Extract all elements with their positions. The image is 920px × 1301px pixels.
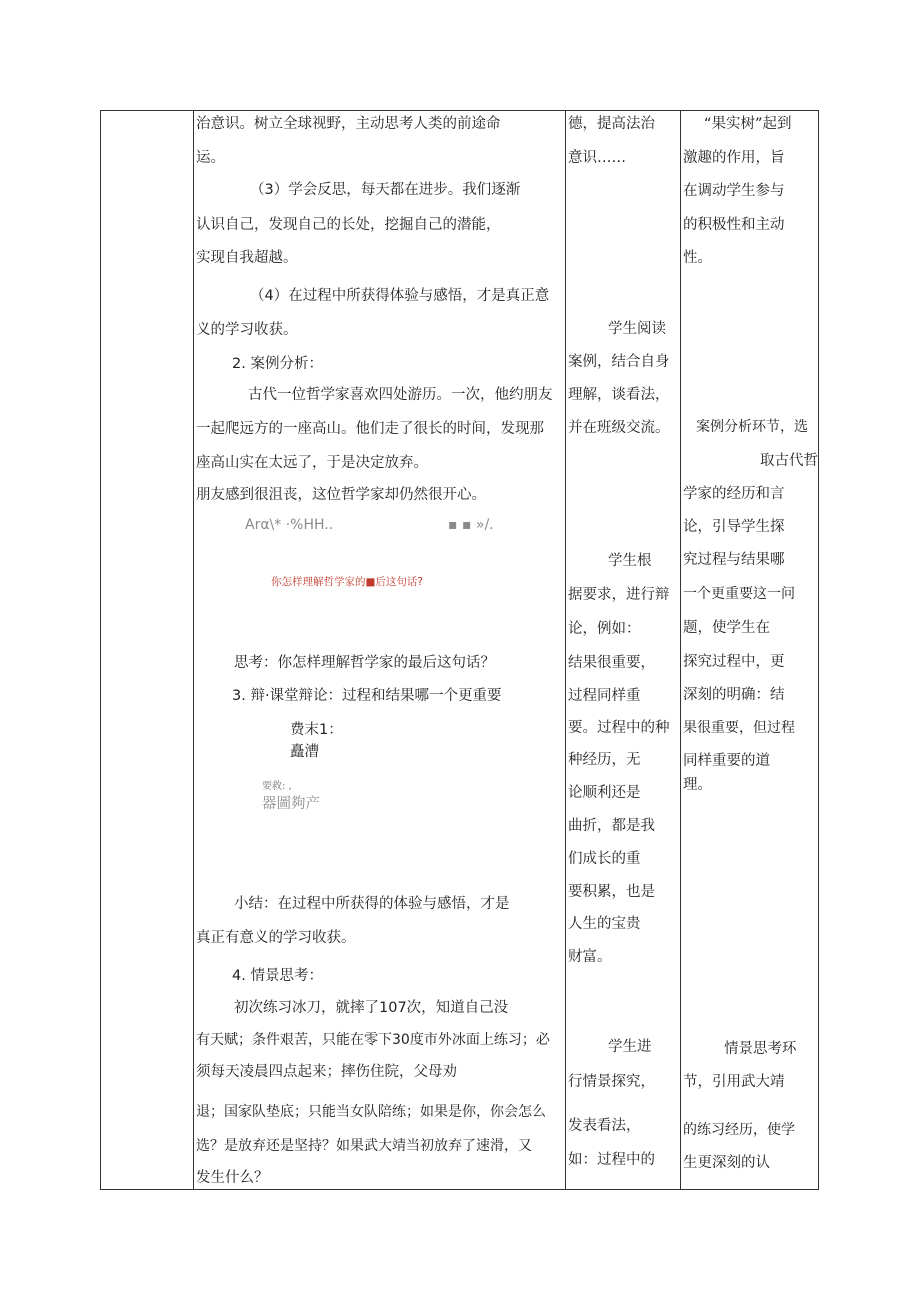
activity-line: 学生阅读 [608, 321, 666, 337]
intent-line: 究过程与结果哪 [683, 552, 785, 568]
content-line: 思考：你怎样理解哲学家的最后这句话？ [234, 655, 495, 671]
content-line: 实现自我超越。 [196, 250, 298, 266]
activity-line: 意识…… [568, 150, 626, 166]
activity-line: 要。过程中的种 [568, 720, 670, 736]
content-line: 小结：在过程中所获得的体验与感悟，才是 [234, 896, 510, 912]
intent-line: 探究过程中，更 [683, 654, 785, 670]
intent-line: 学家的经历和言 [683, 486, 785, 502]
content-line: 真正有意义的学习收获。 [196, 930, 356, 946]
activity-line: 学生根 [608, 553, 652, 569]
garbled-text: ▪ ▪ »/. [448, 517, 494, 533]
activity-line: 学生进 [608, 1039, 652, 1055]
content-line: 退；国家队垫底；只能当女队陪练；如果是你，你会怎么 [196, 1104, 546, 1120]
content-line: 初次练习冰刀，就摔了107次，知道自己没 [234, 1000, 509, 1016]
activity-line: 理解，谈看法， [568, 387, 670, 403]
content-line: 选？是放弃还是坚持？如果武大靖当初放弃了速滑，又 [196, 1138, 532, 1154]
activity-line: 曲折，都是我 [568, 818, 655, 834]
garbled-text: Arα\* ·%HH.. [245, 517, 334, 533]
content-line: 义的学习收获。 [196, 322, 298, 338]
content-line: 治意识。树立全球视野，主动思考人类的前途命 [196, 116, 501, 132]
activity-line: 德，提高法治 [568, 116, 655, 132]
intent-line: 性。 [683, 250, 712, 266]
activity-line: 过程同样重 [568, 688, 641, 704]
content-line: （3）学会反思，每天都在进步。我们逐渐 [250, 182, 521, 198]
content-line: 有天赋；条件艰苦，只能在零下30度市外冰面上练习；必 [196, 1032, 550, 1048]
image-text: 器圖夠产 [262, 796, 320, 812]
intent-line: 案例分析环节，选 [696, 419, 808, 435]
column-divider-2 [565, 110, 566, 1190]
content-line: 朋友感到很沮丧，这位哲学家却仍然很开心。 [196, 487, 486, 503]
content-line: 运。 [196, 150, 225, 166]
intent-line: 理。 [683, 777, 712, 793]
column-divider-1 [193, 110, 194, 1190]
activity-line: 论，例如： [568, 621, 641, 637]
intent-line: 的练习经历，使学 [683, 1122, 795, 1138]
activity-line: 案例，结合自身 [568, 354, 670, 370]
activity-line: 发表看法， [568, 1118, 641, 1134]
activity-line: 要积累，也是 [568, 884, 655, 900]
intent-line: 的积极性和主动 [683, 217, 785, 233]
intent-line: 在调动学生参与 [683, 183, 785, 199]
activity-line: 如：过程中的 [568, 1152, 655, 1168]
content-line: 须每天凌晨四点起来；摔伤住院，父母劝 [196, 1064, 457, 1080]
activity-line: 行情景探究， [568, 1074, 655, 1090]
section-heading: 4. 情景思考： [232, 968, 323, 984]
activity-line: 并在班级交流。 [568, 420, 670, 436]
content-line: 一起爬远方的一座高山。他们走了很长的时间，发现那 [196, 421, 544, 437]
activity-line: 人生的宝贵 [568, 916, 641, 932]
content-line: 发生什么？ [196, 1170, 269, 1186]
lesson-table [100, 110, 819, 1190]
activity-line: 种经历，无 [568, 752, 641, 768]
intent-line: 果很重要，但过程 [683, 720, 795, 736]
activity-line: 论顺利还是 [568, 785, 641, 801]
image-text: 要救: , [262, 781, 292, 792]
intent-line: 情景思考环 [724, 1041, 797, 1057]
image-text: 矗漕 [290, 744, 319, 760]
content-line: 座高山实在太远了，于是决定放弃。 [196, 455, 428, 471]
section-heading: 3. 辩·课堂辩论：过程和结果哪一个更重要 [232, 688, 502, 704]
red-question: 你怎样理解哲学家的■后这句话? [271, 576, 423, 588]
section-heading: 2. 案例分析： [232, 356, 323, 372]
intent-line: 激趣的作用，旨 [683, 150, 785, 166]
content-line: （4）在过程中所获得体验与感悟，才是真正意 [250, 288, 550, 304]
activity-line: 财富。 [568, 949, 612, 965]
intent-line: 生更深刻的认 [683, 1155, 770, 1171]
intent-line: 论，引导学生探 [683, 519, 785, 535]
activity-line: 们成长的重 [568, 851, 641, 867]
content-line: 古代一位哲学家喜欢四处游历。一次，他约朋友 [248, 387, 553, 403]
intent-line: “果实树”起到 [704, 116, 792, 132]
intent-line: 题，使学生在 [683, 620, 770, 636]
image-text: 费末1： [290, 722, 343, 738]
activity-line: 据要求，进行辩 [568, 587, 670, 603]
activity-line: 结果很重要， [568, 655, 655, 671]
content-line: 认识自己，发现自己的长处，挖掘自己的潜能， [196, 217, 501, 233]
intent-line: 深刻的明确：结 [683, 687, 785, 703]
intent-line: 同样重要的道 [683, 753, 770, 769]
column-divider-3 [680, 110, 681, 1190]
intent-line: 节，引用武大靖 [683, 1074, 785, 1090]
intent-line: 一个更重要这一问 [683, 586, 795, 602]
intent-line: 取古代哲 [760, 453, 818, 469]
